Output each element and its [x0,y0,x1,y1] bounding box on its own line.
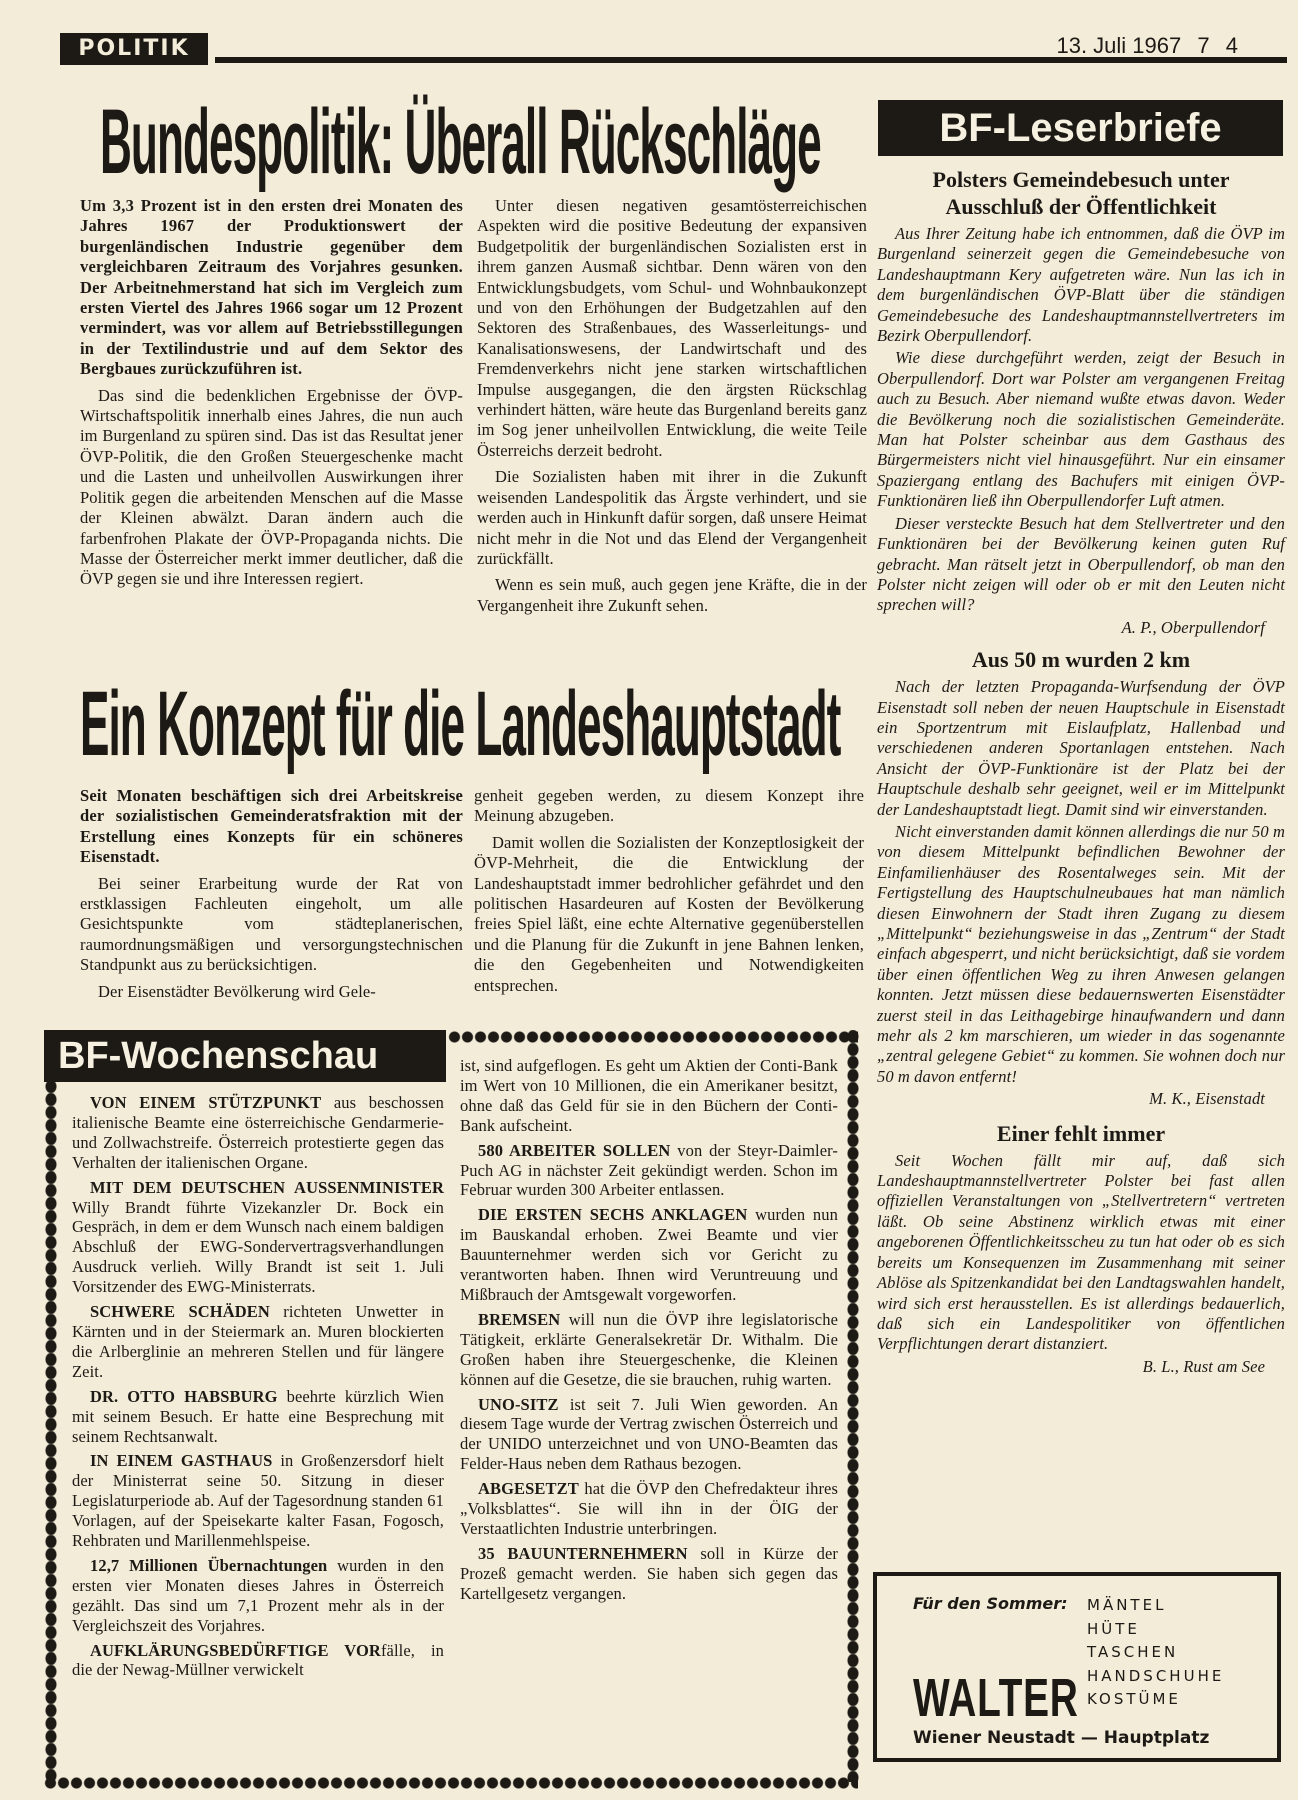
paragraph-text: Der Eisenstädter Bevölkerung wird Gele- [98,981,376,1001]
paragraph [460,1310,838,1390]
page-mark: 7 [1197,33,1210,58]
paragraph-text: soll in Kürze der Prozeß gemacht werden. Sie haben sich gegen das Kartellgesetz vergangen. [460,1543,838,1603]
paragraph-lead: VON EINEM STÜTZPUNKT [90,1093,322,1112]
paragraph-lead: UNO-SITZ [478,1394,559,1414]
wochenschau-column-1 [72,1093,444,1685]
paragraph [72,1178,444,1297]
ad-address: Wiener Neustadt — Hauptplatz [913,1728,1210,1748]
article1-headline: Bundespolitik: Überall Rückschläge [100,91,821,193]
paragraph-lead: 580 ARBEITER SOLLEN [478,1140,671,1160]
paragraph [460,1056,838,1136]
paragraph [72,1641,444,1681]
dotted-border-right [846,1030,860,1782]
paragraph-text: Dieser versteckte Besuch hat dem Stellvertreter und den Funktionären bei der Bevölkerung keinen guten Ruf gebracht. Man rätselt jetzt in Oberpullendorf, ob man den Polster nicht zeigen will oder ob er mit den Leuten nicht sprechen will? [877,513,1285,615]
paragraph-text: wurden in den ersten vier Monaten dieses Jahres in Österreich gezählt. Das sind um 7,1 Prozent mehr als in der Vergleichszeit des Vorjahres. [72,1555,444,1635]
paragraph-lead: SCHWERE SCHÄDEN [90,1302,270,1322]
dotted-border-left [44,1080,58,1780]
letter-heading: Aus 50 m wurden 2 km [971,647,1191,673]
letter-signature: B. L., Rust am See [1142,1356,1265,1376]
paragraph [877,348,1285,511]
paragraph [80,874,463,976]
paragraph-text: Wie diese durchgeführt werden, zeigt der Besuch in Oberpullendorf. Dort war Polster am vergangenen Freitag auch zu Besuch. Aber niemand wußte etwas davon. Weder die Bevölkerung noch die sozialistischen Gemeinderäte. Man hat Polster scheinbar aus dem Gasthaus des Bürgermeisters nicht viel hinausgeführt. Nur ein einsamer Spaziergang entlang des Bachufers mit einigen ÖVP-Funktionären ließ ihn Oberpullendorfer Luft atmen. [877,348,1285,511]
paragraph [460,1479,838,1539]
paragraph-lead: 12,7 Millionen Übernachtungen [90,1555,328,1575]
paragraph-text: Seit Monaten beschäftigen sich drei Arbeitskreise der sozialistischen Gemeinderatsfraktion mit der Erstellung eines Konzepts für ein schöneres Eisenstadt. [80,786,463,867]
paragraph-text: wurden nun im Bauskandal erhoben. Zwei Beamte und vier Bauunternehmer werden sich vor Gericht zu verantworten haben. Ihnen wird Veruntreuung und Mißbrauch der Amtsgewalt vorgeworfen. [460,1205,838,1304]
paragraph [477,575,867,616]
paragraph-text: richteten Unwetter in Kärnten und in der Steiermark an. Muren blockierten die Arlberglinie an mehreren Stellen und für längere Zeit. [72,1302,444,1381]
letter-body [877,677,1285,1087]
paragraph-lead: 35 BAUUNTERNEHMERN [478,1543,688,1563]
paragraph-lead: MIT DEM DEUTSCHEN AUSSENMINISTER [90,1177,444,1197]
paragraph [460,1544,838,1604]
paragraph-text: beehrte kürzlich Wien mit seinem Besuch. Er hatte eine Besprechung mit seinem Rechtsanwalt. [72,1386,444,1446]
paragraph [80,196,463,380]
paragraph-text: Die Sozialisten haben mit ihrer in die Zukunft weisenden Landespolitik das Ärgste verhindert, und sie werden auch in Hinkunft dafür sorgen, daß unsere Heimat nicht mehr in die Not und das Elend der Vergangenheit zurückfällt. [477,467,867,568]
wochenschau-column-2 [460,1056,838,1609]
paragraph [72,1556,444,1636]
paragraph-text: Das sind die bedenklichen Ergebnisse der ÖVP-Wirtschaftspolitik innerhalb eines Jahres, die nun auch im Burgenland zu spüren sind. Das ist das Resultat jener ÖVP-Politik, die den Großen Steuergeschenke macht und die Lasten und unheilvollen Auswirkungen ihrer Politik gegen die arbeitenden Menschen auf die Masse der Kleinen abwälzt. Daran ändern auch die farbenfrohen Plakate der ÖVP-Propaganda nichts. Die Masse der Österreicher merkt immer deutlicher, daß die ÖVP gegen sie und ihre Interessen regiert. [80,385,463,589]
paragraph [877,514,1285,616]
letter-heading: Einer fehlt immer [996,1120,1166,1146]
dotted-border-top [448,1030,858,1044]
paragraph-text: Seit Wochen fällt mir auf, daß sich Landeshauptmannstellvertreter Polster bei fast allen offiziellen Veranstaltungen von „Stellvertretern“ vertreten läßt. Ob seine Abstinenz wirklich etwas mit einer angeborenen Öffentlichkeitsscheu zu tun hat oder ob es sich bereits um Konsequenzen im Zusammenhang mit seiner Ablöse als Spitzenkandidat bei den Landtagswahlen handelt, wird sich erst herausstellen. Es ist allerdings bedauerlich, daß sich ein Landespolitiker von öffentlichen Verpflichtungen derart distanziert. [877,1150,1285,1354]
paragraph-lead: AUFKLÄRUNGSBEDÜRFTIGE VOR [90,1640,381,1660]
paragraph-text: Damit wollen die Sozialisten der Konzeptlosigkeit der ÖVP-Mehrheit, die die Entwicklung der Landeshauptstadt immer bedrohlicher gefährdet und den politischen Hasardeuren auf Kosten der Bevölkerung freies Spiel läßt, eine echte Alternative gegenüberstellen und die Planung für die Zukunft in jene Bahnen lenken, die den Gegebenheiten und Notwendigkeiten entsprechen. [474,832,864,995]
paragraph-text: will nun die ÖVP ihre legislatorische Tätigkeit, erklärte Generalsekretär Dr. Withalm. Die Großen haben ihre Steuergeschenke, die Kleinen können auf die Gesetze, die sie brauchen, ruhig warten. [460,1309,838,1389]
wochenschau-title: BF-Wochenschau [44,1030,446,1082]
dotted-border-bottom [44,1776,858,1790]
paragraph-text: fälle, in die der Newag-Müllner verwickelt [72,1640,444,1680]
paragraph [460,1141,838,1201]
paragraph [474,833,864,996]
letter-body [877,224,1285,616]
ad-item: HANDSCHUHE [1087,1666,1225,1685]
paragraph-text: ist seit 7. Juli Wien geworden. An diesem Tage wurde der Vertrag zwischen Österreich und der UNIDO unterzeichnet und von UNO-Beamten das Felder-Haus neben dem Rathaus bezogen. [460,1394,838,1474]
ad-slogan: Für den Sommer: [913,1594,1068,1613]
paragraph [877,1151,1285,1355]
letter-2 [877,646,1285,1110]
paragraph-text: hat die ÖVP den Chefredakteur ihres „Volksblattes“. Sie will ihn in der ÖIG der Verstaatlichten Industrie unterbringen. [460,1479,838,1538]
leserbriefe-title: BF-Leserbriefe [878,100,1283,156]
paragraph [80,786,463,868]
date-text: 13. Juli 1967 [1056,33,1182,58]
paragraph-lead: DR. OTTO HABSBURG [90,1386,278,1406]
issue-date [1046,33,1238,59]
letter-signature: M. K., Eisenstadt [1149,1089,1265,1109]
paragraph-text: Unter diesen negativen gesamtösterreichischen Aspekten wird die positive Bedeutung der expansiven Budgetpolitik der burgenländischen Sozialisten erst in ihrem ganzen Ausmaß sichtbar. Denn wären von den Entwicklungsbudgets, vom Schul- und Wohnbaukonzept und von den Erhöhungen der Budgetzahlen auf den Sektoren des Straßenbaues, des Wasserleitungs- und Kanalisationswesens, der Landwirtschaft und des Fremdenverkehrs nicht jene starken wirtschaftlichen Impulse ausgegangen, die den ärgsten Rückschlag verhindert hätten, wäre heute das Burgenland bereits ganz im Sog jener unheilvollen Entwicklung, die weite Teile Österreichs derzeit bedroht. [477,196,867,460]
ad-item: TASCHEN [1087,1643,1179,1661]
paragraph [80,386,463,590]
article1-column-1 [80,196,463,596]
letter-3 [877,1120,1285,1377]
article1-column-2 [477,196,867,622]
paragraph-text: aus beschossen italienische Beamte eine österreichische Gendarmerie- und Zollwachstreife. Österreich protestierte gegen das Verhalten der italienischen Organe. [72,1093,444,1172]
letter-signature: A. P., Oberpullendorf [1121,617,1265,637]
paragraph-text: ist, sind aufgeflogen. Es geht um Aktien der Conti-Bank im Wert von 10 Millionen, die ein Amerikaner besitzt, ohne daß das Geld für sie in den Büchern der Conti-Bank aufscheint. [460,1056,838,1135]
paragraph-lead: BREMSEN [478,1309,561,1329]
leserbriefe-section [877,166,1285,1377]
paragraph [877,224,1285,346]
paragraph-lead: ABGESETZT [478,1479,579,1499]
paragraph-text: in Großenzersdorf hielt der Ministerrat seine 50. Sitzung in dieser Legislaturperiode ab. Auf der Tagesordnung standen 61 Vorlagen, auf der Speisekarte kalter Fasan, Fogosch, Rehbraten und Marillenmehlspeise. [72,1451,444,1551]
ad-item-list [1087,1594,1224,1712]
paragraph [460,1395,838,1475]
paragraph [72,1093,444,1173]
paragraph [80,982,463,1002]
paragraph-text: Wenn es sein muß, auch gegen jene Kräfte, die in der Vergangenheit ihre Zukunft sehen. [477,575,867,615]
letter-heading: Polsters Gemeindebesuch unter Ausschluß der Öffentlichkeit [932,167,1230,219]
paragraph-text: Nach der letzten Propaganda-Wurfsendung der ÖVP Eisenstadt soll neben der neuen Hauptschule in Eisenstadt ein Sportzentrum mit Eislaufplatz, Hallenbad und verschiedenen anderen Sportanlagen entstehen. Nach Ansicht der ÖVP-Funktionäre ist der Platz bei der Hauptschule deshalb sehr geeignet, weil er im Mittelpunkt der Landeshauptstadt liegt. Damit sind wir einverstanden. [877,677,1285,819]
article2-headline: Ein Konzept für die Landeshauptstadt [80,673,841,775]
paragraph [72,1387,444,1447]
letter-1 [877,166,1285,638]
ad-brand: WALTER [913,1668,1079,1728]
paragraph-text: Willy Brandt führte Vizekanzler Dr. Bock ein Gespräch, in dem er dem Wunsch nach einem baldigen Abschluß der EWG-Sondervertragsverhandlungen Ausdruck verlieh. Willy Brandt ist seit 1. Juli Vorsitzender des EWG-Ministerrats. [72,1197,444,1297]
paragraph-text: Nicht einverstanden damit können allerdings die nur 50 m von diesem Mittelpunkt befindlichen Bewohner der Einfamilienhäuser des Rosentalweges sein. Mit der Fertigstellung des Hauptschulneubaues hat man nämlich diesen Einwohnern der Stadt ihren Zugang zu diesem „Mittelpunkt“ beziehungsweise in das „Zentrum“ der Stadt einfach abgesperrt, und nicht berücksichtigt, daß sie vordem über einen öffentlichen Weg zu ihren Anwesen gelangen konnten. Jetzt müssen diese bedauernswerten Eisenstädter zuerst steil in das Leithagebirge hinaufwandern und dann mehr als 2 km marschieren, um wieder in das sogenannte „zentral gelegene Gebiet“ zu kommen. Sie wohnen doch nur 50 m davon entfernt! [877,821,1285,1086]
paragraph [474,786,864,827]
section-label: POLITIK [60,33,208,65]
paragraph-text: Bei seiner Erarbeitung wurde der Rat von erstklassigen Fachleuten eingeholt, um alle Gesichtspunkte vom städteplanerischen, raumordnungsmäßigen und versorgungstechnischen Standpunkt aus zu berücksichtigen. [80,873,463,975]
paragraph-text: von der Steyr-Daimler-Puch AG in nächster Zeit gekündigt werden. Schon im Februar wurden 300 Arbeiter entlassen. [460,1140,838,1200]
ad-item: KOSTÜME [1087,1690,1181,1708]
ad-item: MÄNTEL [1087,1596,1167,1614]
walter-advertisement [873,1572,1281,1762]
paragraph [477,467,867,569]
paragraph-lead: IN EINEM GASTHAUS [90,1451,273,1471]
article2-column-2 [474,786,864,1002]
paragraph [477,196,867,461]
paragraph [72,1302,444,1382]
paragraph-text: Um 3,3 Prozent ist in den ersten drei Monaten des Jahres 1967 der Produktionswert der burgenländischen Industrie gegenüber dem vergleichbaren Zeitraum des Vorjahres gesunken. Der Arbeitnehmerstand hat sich im Vergleich zum ersten Viertel des Jahres 1966 sogar um 12 Prozent vermindert, was vor allem auf Betriebsstillegungen in der Textilindustrie und auf dem Sektor des Bergbaues zurückzuführen ist. [80,196,463,379]
page-number: 4 [1225,33,1238,58]
paragraph-text: Aus Ihrer Zeitung habe ich entnommen, daß die ÖVP im Burgenland seinerzeit gegen die Gemeindebesuche von Landeshauptmann Kery aufgetreten wäre. Nun las ich in dem burgenländischen ÖVP-Blatt über die ständigen Gemeindebesuche des Landeshauptmannstellvertreters im Bezirk Oberpullendorf. [877,224,1285,346]
paragraph [877,822,1285,1087]
paragraph [877,677,1285,820]
article2-column-1 [80,786,463,1008]
letter-body [877,1151,1285,1355]
paragraph [460,1205,838,1305]
paragraph [72,1451,444,1551]
paragraph-lead: DIE ERSTEN SECHS ANKLAGEN [478,1205,748,1225]
ad-item: HÜTE [1087,1619,1140,1638]
paragraph-text: genheit gegeben werden, zu diesem Konzept ihre Meinung abzugeben. [474,786,864,826]
